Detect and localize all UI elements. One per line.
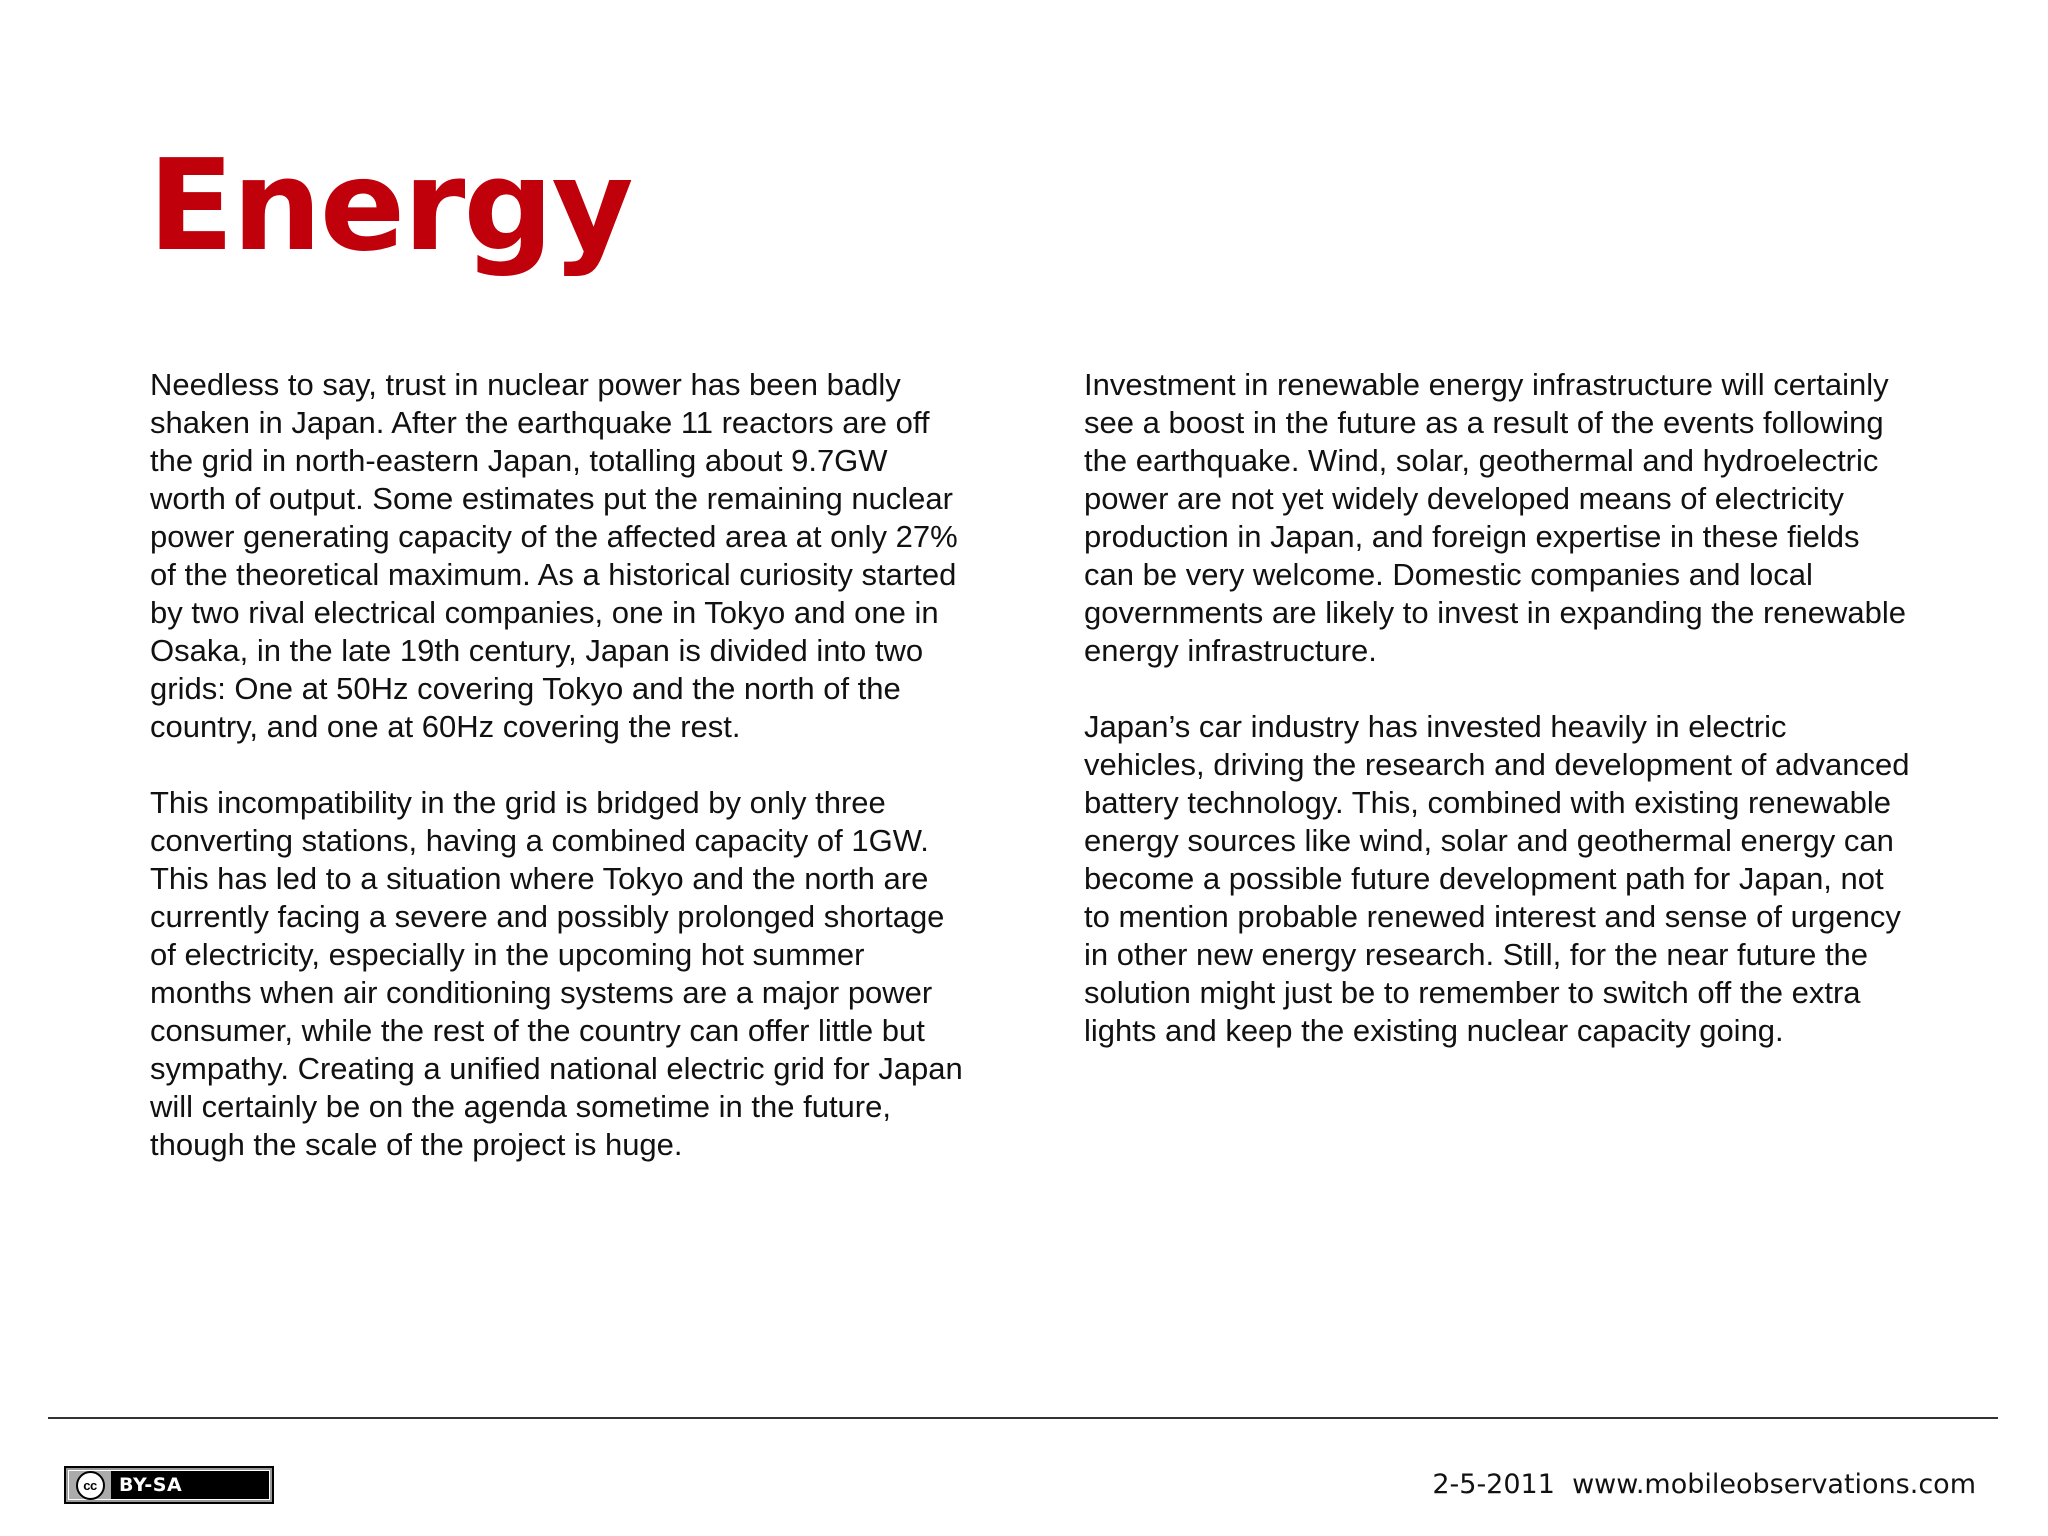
left-column xyxy=(150,366,970,1202)
cc-icon-glyph: cc xyxy=(76,1471,105,1500)
right-column xyxy=(1084,366,1914,1088)
paragraph-grid-incompatibility: This incompatibility in the grid is bridged by only three converting stations, having a combined capacity of 1GW. This has led to a situation where Tokyo and the north are currently facing a severe and possibly prolonged shortage of electricity, especially in the upcoming hot summer months when air conditioning systems are a major power consumer, while the rest of the country can offer little but sympathy. Creating a unified national electric grid for Japan will certainly be on the agenda sometime in the future, though the scale of the project is huge. xyxy=(150,785,963,1162)
footer-date: 2-5-2011 xyxy=(1432,1469,1555,1500)
cc-icon xyxy=(69,1471,111,1499)
paragraph-renewable-investment: Investment in renewable energy infrastructure will certainly see a boost in the future as a result of the events following the earthquake. Wind, solar, geothermal and hydroelectric power are not yet widely developed means of electricity production in Japan, and foreign expertise in these fields can be very welcome. Domestic companies and local governments are likely to invest in expanding the renewable energy infrastructure. xyxy=(1084,367,1906,668)
footer-website: www.mobileobservations.com xyxy=(1572,1469,1976,1500)
footer-divider xyxy=(48,1417,1998,1419)
license-badge-inner xyxy=(68,1470,270,1500)
paragraph-grid-overview: Needless to say, trust in nuclear power has been badly shaken in Japan. After the earthquake 11 reactors are off the grid in north-eastern Japan, totalling about 9.7GW worth of output. Some estimates put the remaining nuclear power generating capacity of the affected area at only 27% of the theoretical maximum. As a historical curiosity started by two rival electrical companies, one in Tokyo and one in Osaka, in the late 19th century, Japan is divided into two grids: One at 50Hz covering Tokyo and the north of the country, and one at 60Hz covering the rest. xyxy=(150,367,958,744)
cc-license-badge xyxy=(64,1466,274,1504)
paragraph-electric-vehicles: Japan’s car industry has invested heavily in electric vehicles, driving the research and development of advanced battery technology. This, combined with existing renewable energy sources like wind, solar and geothermal energy can become a possible future development path for Japan, not to mention probable renewed interest and sense of urgency in other new energy research. Still, for the near future the solution might just be to remember to switch off the extra lights and keep the existing nuclear capacity going. xyxy=(1084,709,1910,1048)
license-label: BY-SA xyxy=(119,1474,183,1496)
footer-info xyxy=(1432,1466,1976,1504)
page-title: Energy xyxy=(148,132,632,279)
